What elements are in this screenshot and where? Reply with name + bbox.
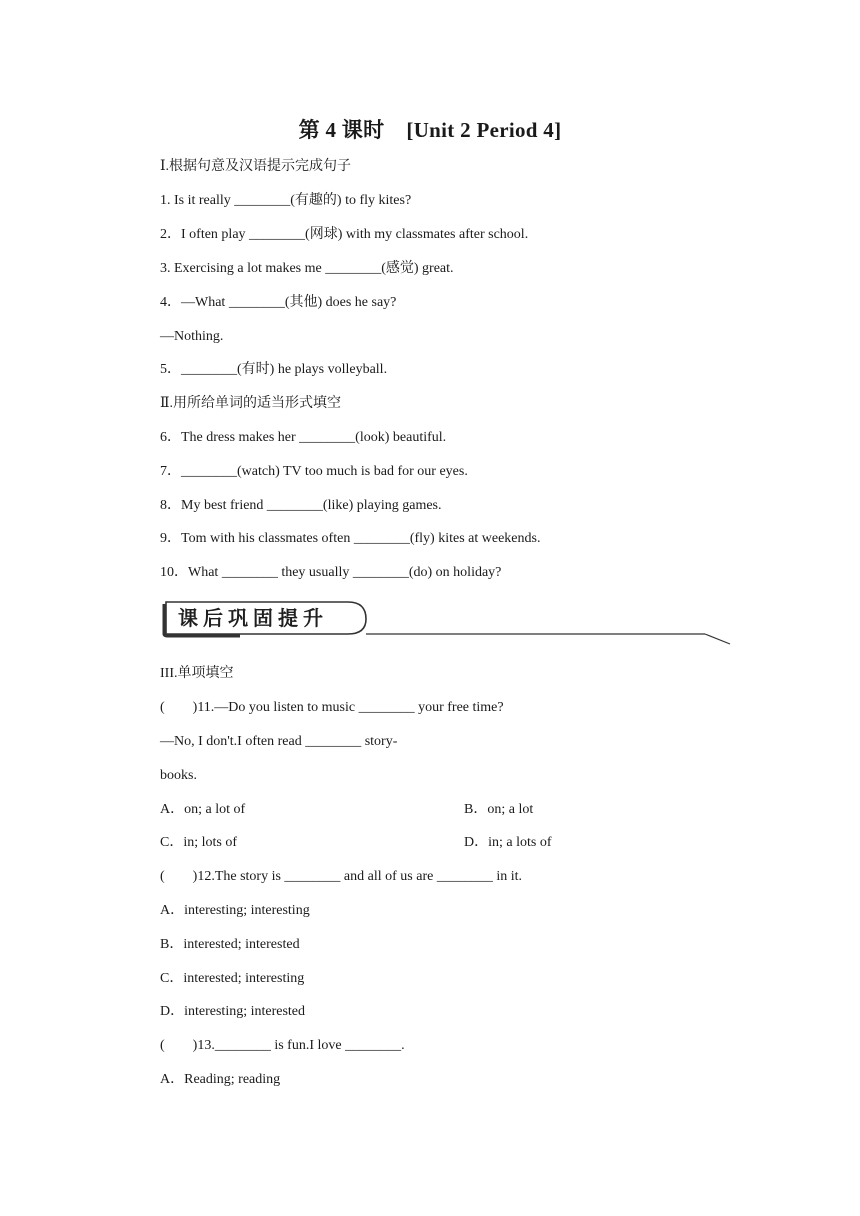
question-13-option-a: A．Reading; reading bbox=[160, 1072, 281, 1087]
question-12-option-d: D．interesting; interested bbox=[160, 1004, 306, 1019]
question-11-line-3: books. bbox=[160, 768, 197, 783]
question-4: 4．—What ________(其他) does he say? bbox=[160, 295, 397, 310]
question-7: 7．________(watch) TV too much is bad for our eyes. bbox=[160, 464, 468, 479]
question-4-answer: —Nothing. bbox=[160, 329, 224, 344]
question-11-option-b: B．on; a lot bbox=[464, 802, 534, 817]
question-10: 10．What ________ they usually ________(do) on holiday? bbox=[160, 565, 502, 580]
question-6: 6．The dress makes her ________(look) beautiful. bbox=[160, 430, 447, 445]
question-3: 3. Exercising a lot makes me ________(感觉) great. bbox=[160, 261, 454, 276]
question-11-option-a: A．on; a lot of bbox=[160, 802, 246, 817]
question-12: ( )12.The story is ________ and all of us are ________ in it. bbox=[160, 869, 523, 884]
section-banner bbox=[160, 598, 735, 648]
title-unit: [Unit 2 Period 4] bbox=[406, 118, 562, 142]
question-9: 9．Tom with his classmates often ________(fly) kites at weekends. bbox=[160, 531, 541, 546]
question-11-option-d: D．in; a lots of bbox=[464, 835, 552, 850]
section-1-heading: Ⅰ.根据句意及汉语提示完成句子 bbox=[160, 159, 352, 174]
question-12-option-a: A．interesting; interesting bbox=[160, 903, 310, 918]
question-2: 2．I often play ________(网球) with my classmates after school. bbox=[160, 227, 529, 242]
question-11: ( )11.—Do you listen to music ________ your free time? bbox=[160, 700, 504, 715]
question-12-option-b: B．interested; interested bbox=[160, 937, 300, 952]
question-1: 1. Is it really ________(有趣的) to fly kites? bbox=[160, 193, 412, 208]
section-3-heading: III.单项填空 bbox=[160, 666, 234, 681]
question-11-line-2: —No, I don't.I often read ________ story- bbox=[160, 734, 398, 749]
question-13: ( )13.________ is fun.I love ________. bbox=[160, 1038, 405, 1053]
question-8: 8．My best friend ________(like) playing games. bbox=[160, 498, 442, 513]
question-5: 5．________(有时) he plays volleyball. bbox=[160, 362, 388, 377]
question-11-option-c: C．in; lots of bbox=[160, 835, 238, 850]
title-lesson: 第 4 课时 bbox=[298, 118, 385, 142]
banner-title: 课后巩固提升 bbox=[178, 606, 328, 630]
section-2-heading: Ⅱ.用所给单词的适当形式填空 bbox=[160, 396, 342, 411]
page-title bbox=[0, 114, 860, 144]
question-12-option-c: C．interested; interesting bbox=[160, 971, 305, 986]
